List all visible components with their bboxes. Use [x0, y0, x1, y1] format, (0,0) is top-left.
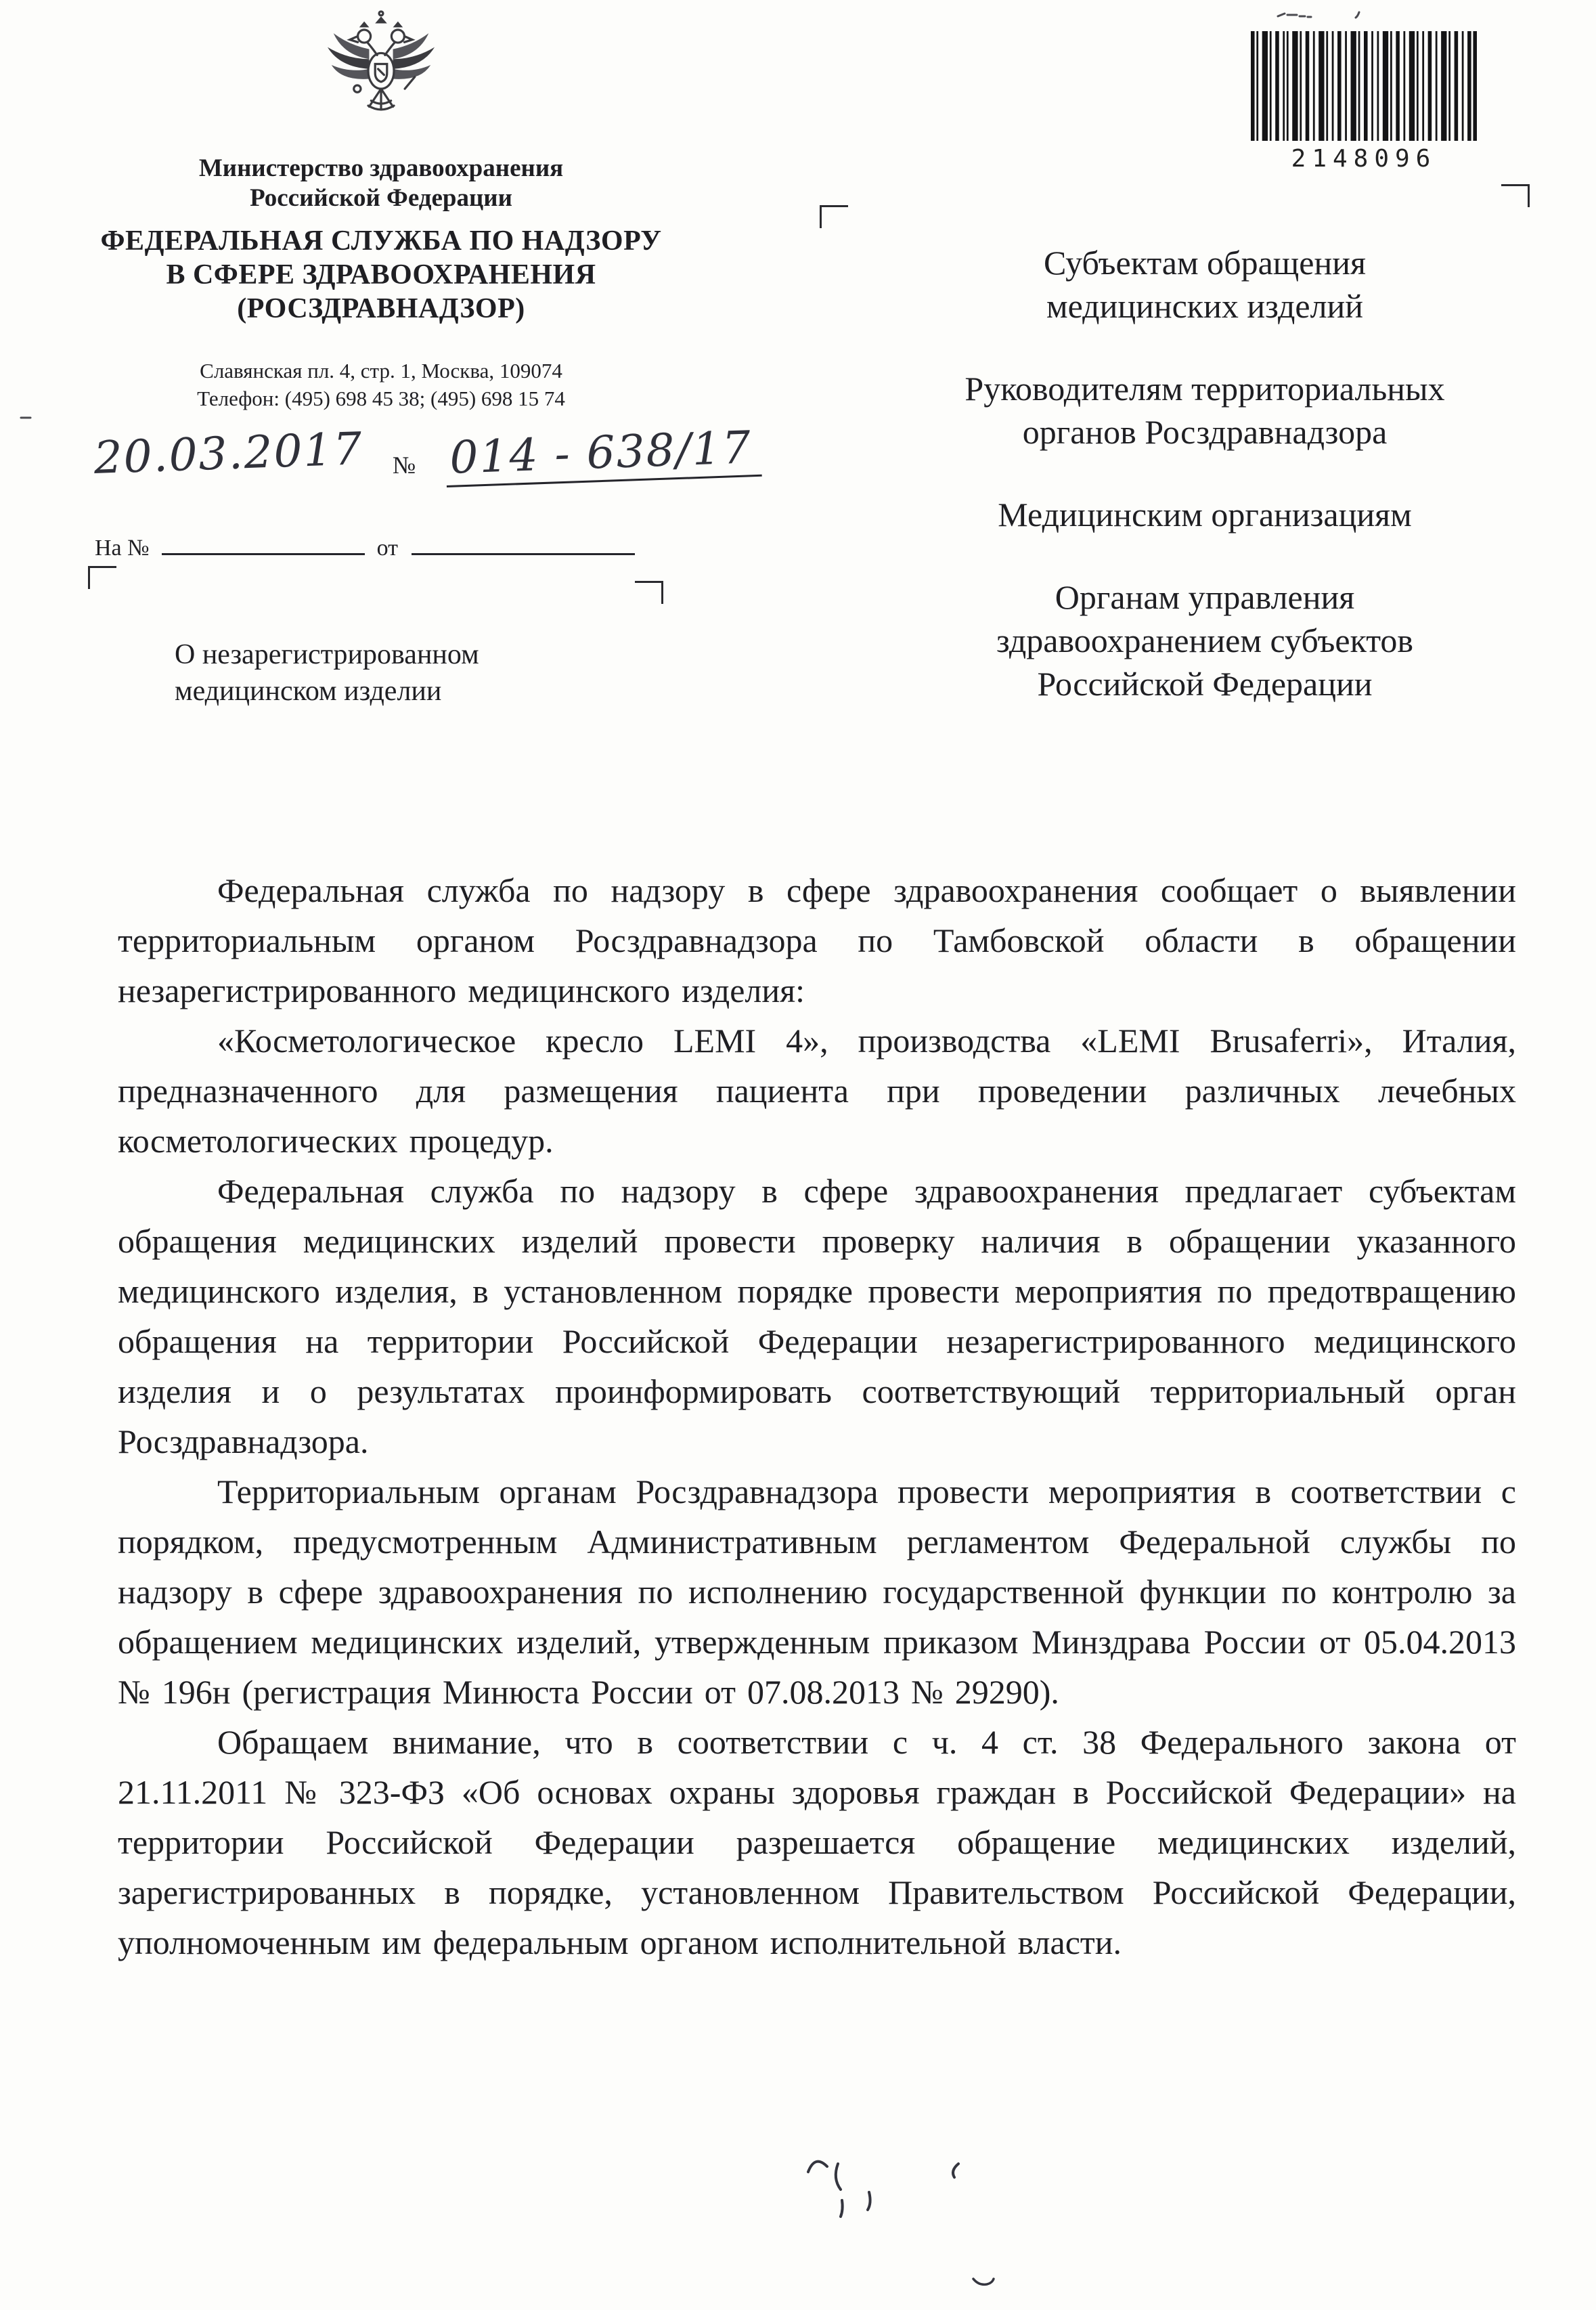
- corner-mark: [635, 581, 663, 604]
- corner-mark: [88, 566, 116, 589]
- scan-artifact: [19, 414, 37, 421]
- pen-marks: [968, 2272, 1008, 2299]
- addressee-block: [880, 241, 1530, 745]
- registration-line: [93, 421, 758, 513]
- addressee-item: [880, 575, 1530, 705]
- barcode-icon: [1251, 31, 1477, 141]
- reference-line: [95, 529, 635, 561]
- ministry-line: Министерство здравоохранения: [198, 154, 564, 182]
- pen-marks: [799, 2152, 975, 2226]
- service-line: ФЕДЕРАЛЬНАЯ СЛУЖБА ПО НАДЗОРУ: [100, 225, 662, 257]
- body-paragraph: Федеральная служба по надзору в сфере здравоохранения сообщает о выявлении территориальным органом Росздравнадзора по Тамбовской области в обращении незарегистрированного медицинского изделия:: [118, 871, 1516, 1009]
- ministry-line: Российской Федерации: [250, 184, 512, 212]
- ref-prefix: На №: [95, 536, 150, 561]
- body-paragraph: Федеральная служба по надзору в сфере здравоохранения предлагает субъектам обращения медицинских изделий провести проверку наличия в обращении указанного медицинского изделия, в установленном порядке провести мероприятия по предотвращению обращения на территории Российской Федерации незарегистрированного медицинского изделия и о результатах проинформировать соответствующий территориальный орган Росздравнадзора.: [118, 1172, 1516, 1460]
- sender-phone: Телефон: (495) 698 45 38; (495) 698 15 74: [197, 387, 565, 410]
- sender-address: Славянская пл. 4, стр. 1, Москва, 109074: [200, 359, 562, 383]
- handwritten-number: 014 - 638/17: [445, 421, 762, 487]
- addressee-item: [880, 493, 1530, 536]
- addressee-line: Субъектам обращения: [1044, 244, 1366, 282]
- subject-text: медицинском изделии: [175, 676, 442, 707]
- corner-mark: [1501, 184, 1530, 207]
- service-line: В СФЕРЕ ЗДРАВООХРАНЕНИЯ: [166, 259, 596, 290]
- service-name: [80, 224, 682, 326]
- subject-line: [175, 636, 648, 710]
- barcode-number: 2148096: [1291, 145, 1437, 173]
- addressee-line: Российской Федерации: [1037, 665, 1373, 703]
- service-line: (РОСЗДРАВНАДЗОР): [237, 293, 525, 324]
- addressee-item: [880, 241, 1530, 328]
- ref-from-label: от: [376, 536, 399, 561]
- number-sign: №: [392, 452, 416, 479]
- barcode-block: [1251, 31, 1477, 173]
- ref-number-blank: [162, 529, 365, 555]
- addressee-line: здравоохранением субъектов: [996, 622, 1414, 659]
- addressee-line: Руководителям территориальных: [965, 370, 1445, 408]
- body-paragraph: Территориальным органам Росздравнадзора провести мероприятия в соответствии с порядком, предусмотренным Административным регламентом Федеральной службы по надзору в сфере здравоохранения по исполнению государственной функции по контролю за обращением медицинских изделий, утвержденным приказом Минздрава России от 05.04.2013 № 196н (регистрация Минюста России от 07.08.2013 № 29290).: [118, 1473, 1516, 1711]
- handwritten-date: 20.03.2017: [93, 422, 364, 484]
- addressee-line: Медицинским организациям: [998, 496, 1412, 533]
- coat-of-arms-icon: [322, 9, 441, 148]
- sender-contact: [80, 357, 682, 412]
- letter-body: [118, 865, 1516, 1967]
- addressee-line: органов Росздравнадзора: [1022, 413, 1388, 451]
- addressee-line: Органам управления: [1055, 578, 1355, 616]
- body-paragraph: Обращаем внимание, что в соответствии с ч. 4 ст. 38 Федерального закона от 21.11.2011 № 323-ФЗ «Об основах охраны здоровья граждан в Российской Федерации» на территории Российской Федерации разрешается обращение медицинских изделий, зарегистрированных в порядке, установленном Правительством Российской Федерации, уполномоченным им федеральным органом исполнительной власти.: [118, 1723, 1516, 1961]
- addressee-line: медицинских изделий: [1046, 287, 1364, 325]
- body-paragraph: «Косметологическое кресло LEMI 4», производства «LEMI Brusaferri», Италия, предназначенного для размещения пациента при проведении различных лечебных косметологических процедур.: [118, 1022, 1516, 1160]
- corner-mark: [820, 205, 848, 228]
- ministry-name: [80, 154, 682, 213]
- subject-text: О незарегистрированном: [175, 639, 479, 670]
- addressee-item: [880, 367, 1530, 454]
- ref-date-blank: [412, 529, 635, 555]
- scan-artifact: [1275, 7, 1363, 31]
- sender-block: [80, 9, 682, 412]
